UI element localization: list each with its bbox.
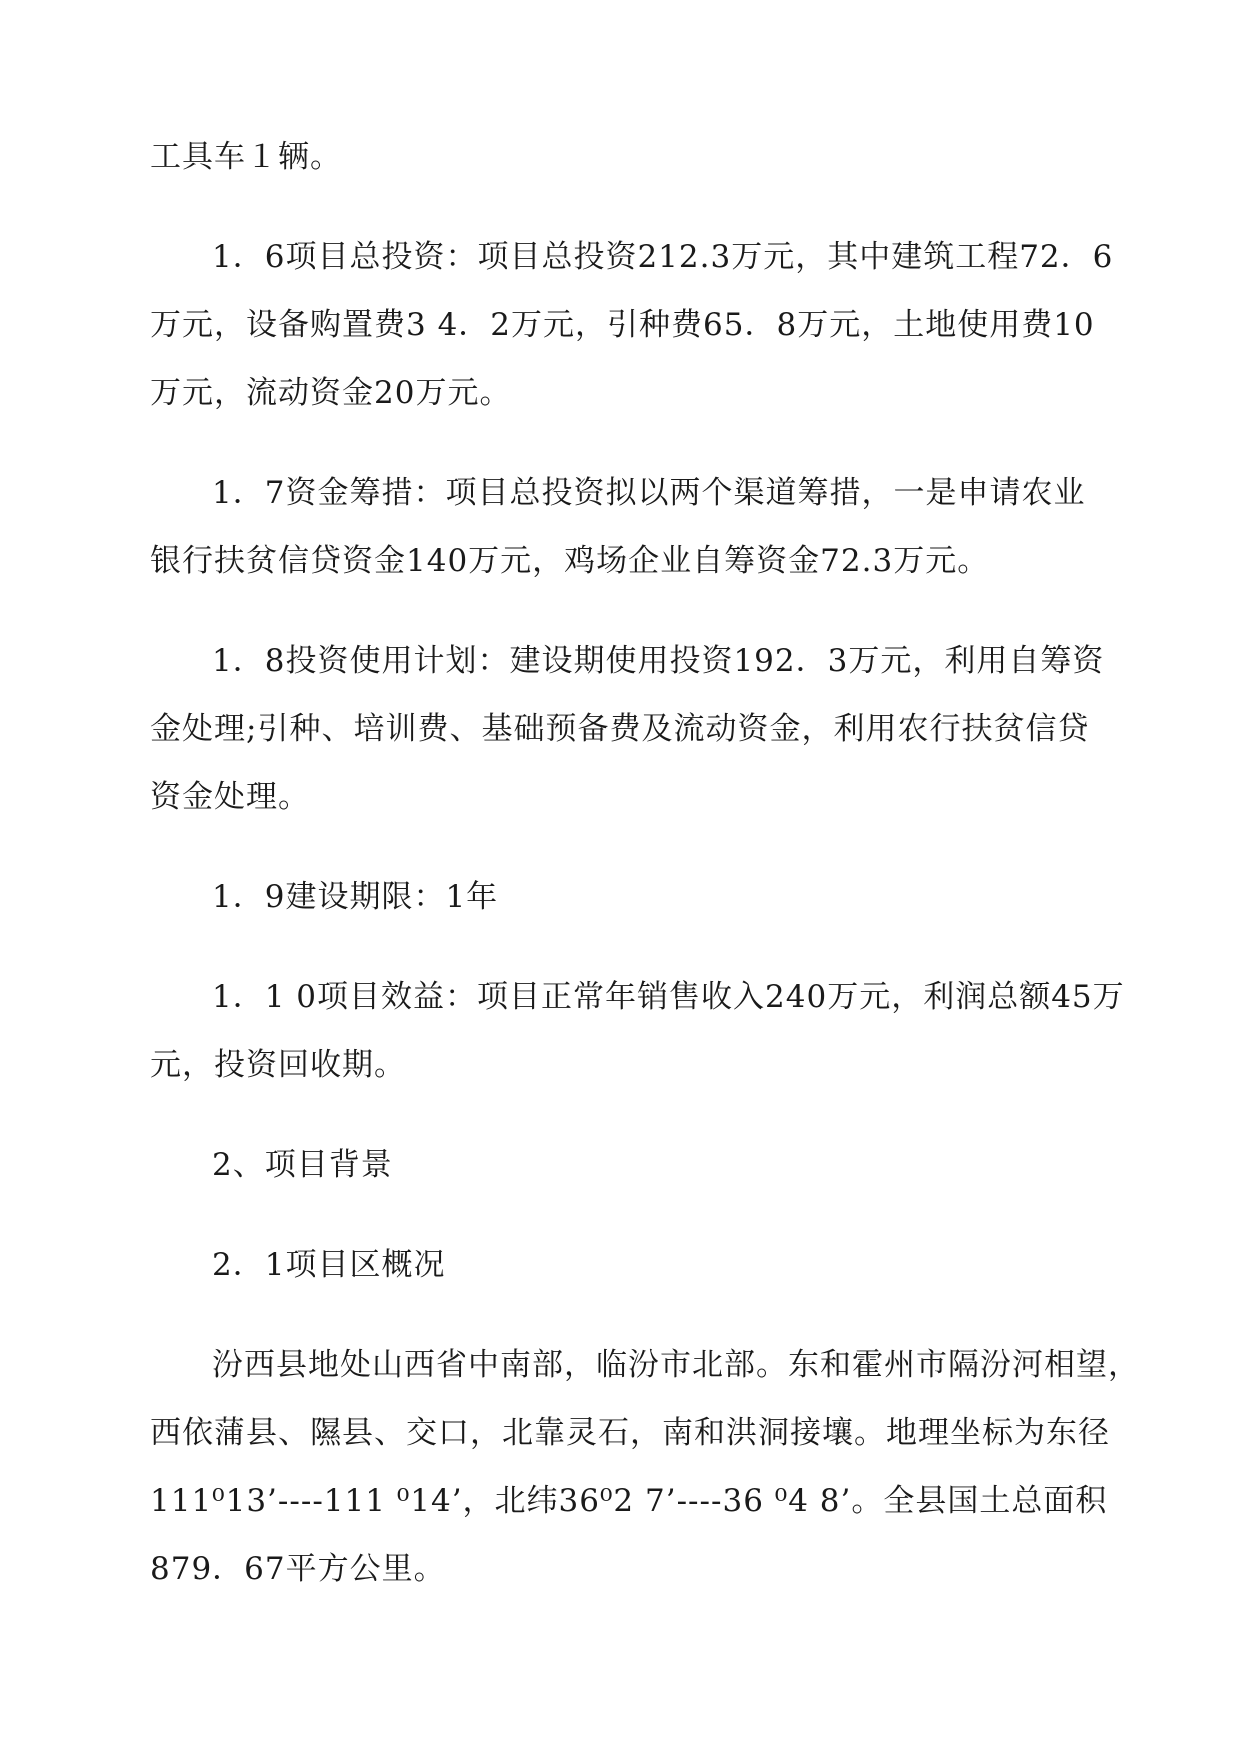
text-line: 1．7资金筹措：项目总投资拟以两个渠道筹措，一是申请农业 — [212, 475, 1086, 511]
text-line: 银行扶贫信贷资金140万元，鸡场企业自筹资金72.3万元。 — [150, 543, 990, 579]
text-line: 1．9建设期限：1年 — [212, 879, 499, 915]
text-line: 万元，流动资金20万元。 — [150, 375, 512, 411]
text-line: 资金处理。 — [150, 779, 310, 815]
text-line: 金处理;引种、培训费、基础预备费及流动资金，利用农行扶贫信贷 — [150, 711, 1090, 747]
text-line: 111⁰13’----111 ⁰14’，北纬36⁰2 7’----36 ⁰4 8’。全县国土总面积 — [150, 1483, 1108, 1519]
text-line: 西依蒲县、隰县、交口，北靠灵石，南和洪洞接壤。地理坐标为东径 — [150, 1415, 1110, 1451]
text-line: 汾西县地处山西省中南部，临汾市北部。东和霍州市隔汾河相望， — [212, 1347, 1140, 1383]
text-line: 工具车１辆。 — [150, 139, 342, 175]
text-line: 元，投资回收期。 — [150, 1047, 406, 1083]
section-heading: 2、项目背景 — [212, 1147, 393, 1183]
text-line: 1．6项目总投资：项目总投资212.3万元，其中建筑工程72．6 — [212, 239, 1114, 275]
text-line: 万元，设备购置费3 4．2万元，引种费65．8万元，土地使用费10 — [150, 307, 1095, 343]
document-page — [150, 138, 1140, 1588]
text-line: 879．67平方公里。 — [150, 1551, 446, 1587]
text-line: 1．1 0项目效益：项目正常年销售收入240万元，利润总额45万 — [212, 979, 1125, 1015]
subsection-heading: 2．1项目区概况 — [212, 1247, 446, 1283]
text-line: 1．8投资使用计划：建设期使用投资192．3万元，利用自筹资 — [212, 643, 1105, 679]
